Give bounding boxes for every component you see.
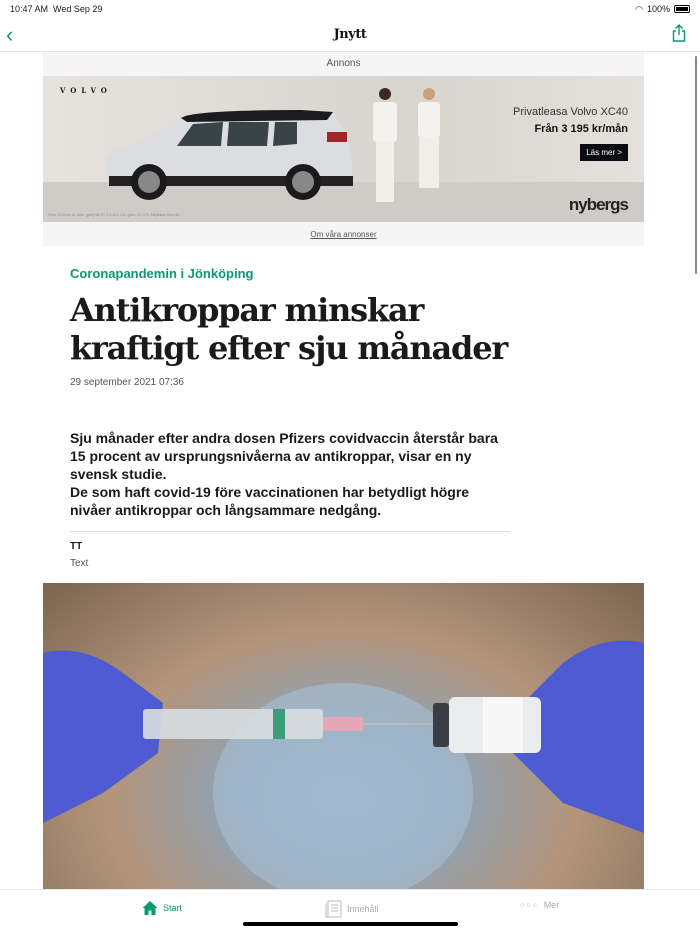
battery-percent: 100% <box>646 4 670 14</box>
home-icon <box>142 900 158 916</box>
car-image <box>101 106 363 202</box>
share-icon <box>672 24 686 42</box>
tab-label: Mer <box>543 900 560 910</box>
wifi-icon: ◠ <box>635 3 643 14</box>
tab-label: Innehåll <box>347 904 379 914</box>
status-bar <box>0 0 700 18</box>
ad-price: Från 3 195 kr/mån <box>534 123 628 135</box>
article <box>70 266 510 569</box>
models-image <box>363 86 453 206</box>
share-button[interactable] <box>672 24 686 47</box>
tab-label: Start <box>163 903 183 913</box>
vaccine-syringe-image <box>43 583 644 889</box>
tab-start[interactable] <box>142 900 182 916</box>
advertisement <box>43 52 644 246</box>
tab-bar <box>0 889 700 934</box>
nav-bar <box>0 18 700 52</box>
app-logo: Jnytt <box>333 27 367 42</box>
back-button[interactable]: ‹ <box>6 22 14 47</box>
status-time: 10:47 AM <box>10 4 49 14</box>
document-list-icon <box>325 900 342 918</box>
ad-fine-print: Förbr. l/100 km bl. körn. (gref) WLTP: 2,1–8,3. CO₂ g/km: 47–171. Miljöklass Euro 6D. <box>48 213 181 217</box>
tab-mer[interactable] <box>520 900 559 910</box>
tab-innehall[interactable] <box>325 900 379 918</box>
article-date: 29 september 2021 07:36 <box>70 377 184 388</box>
ad-headline: Privatleasa Volvo XC40 <box>513 106 628 118</box>
article-lead: Sju månader efter andra dosen Pfizers covidvaccin återstår bara 15 procent av ursprungsnivåerna av antikroppar, visar en ny svensk studie. De som haft covid-19 före vaccinationen har betydligt högre nivåer antikroppar och långsammare nedgång. <box>70 430 498 518</box>
about-ads-link[interactable]: Om våra annonser <box>310 230 377 239</box>
status-date: Wed Sep 29 <box>53 4 103 14</box>
scrollbar[interactable] <box>695 56 697 274</box>
article-author: TT <box>70 541 83 552</box>
ad-label: Annons <box>326 58 361 69</box>
article-image[interactable] <box>43 583 644 889</box>
article-type: Text <box>70 558 89 569</box>
divider <box>70 531 510 532</box>
ad-banner[interactable] <box>43 76 644 222</box>
home-indicator <box>243 922 458 926</box>
article-title: Antikroppar minskar kraftigt efter sju månader <box>70 291 508 367</box>
article-kicker[interactable]: Coronapandemin i Jönköping <box>70 266 254 281</box>
more-icon: ○○○ <box>520 901 539 909</box>
battery-icon <box>674 5 690 13</box>
ad-cta-button[interactable]: Läs mer > <box>580 144 628 161</box>
dealer-logo: nybergs <box>568 195 628 214</box>
ad-brand: VOLVO <box>60 86 112 95</box>
